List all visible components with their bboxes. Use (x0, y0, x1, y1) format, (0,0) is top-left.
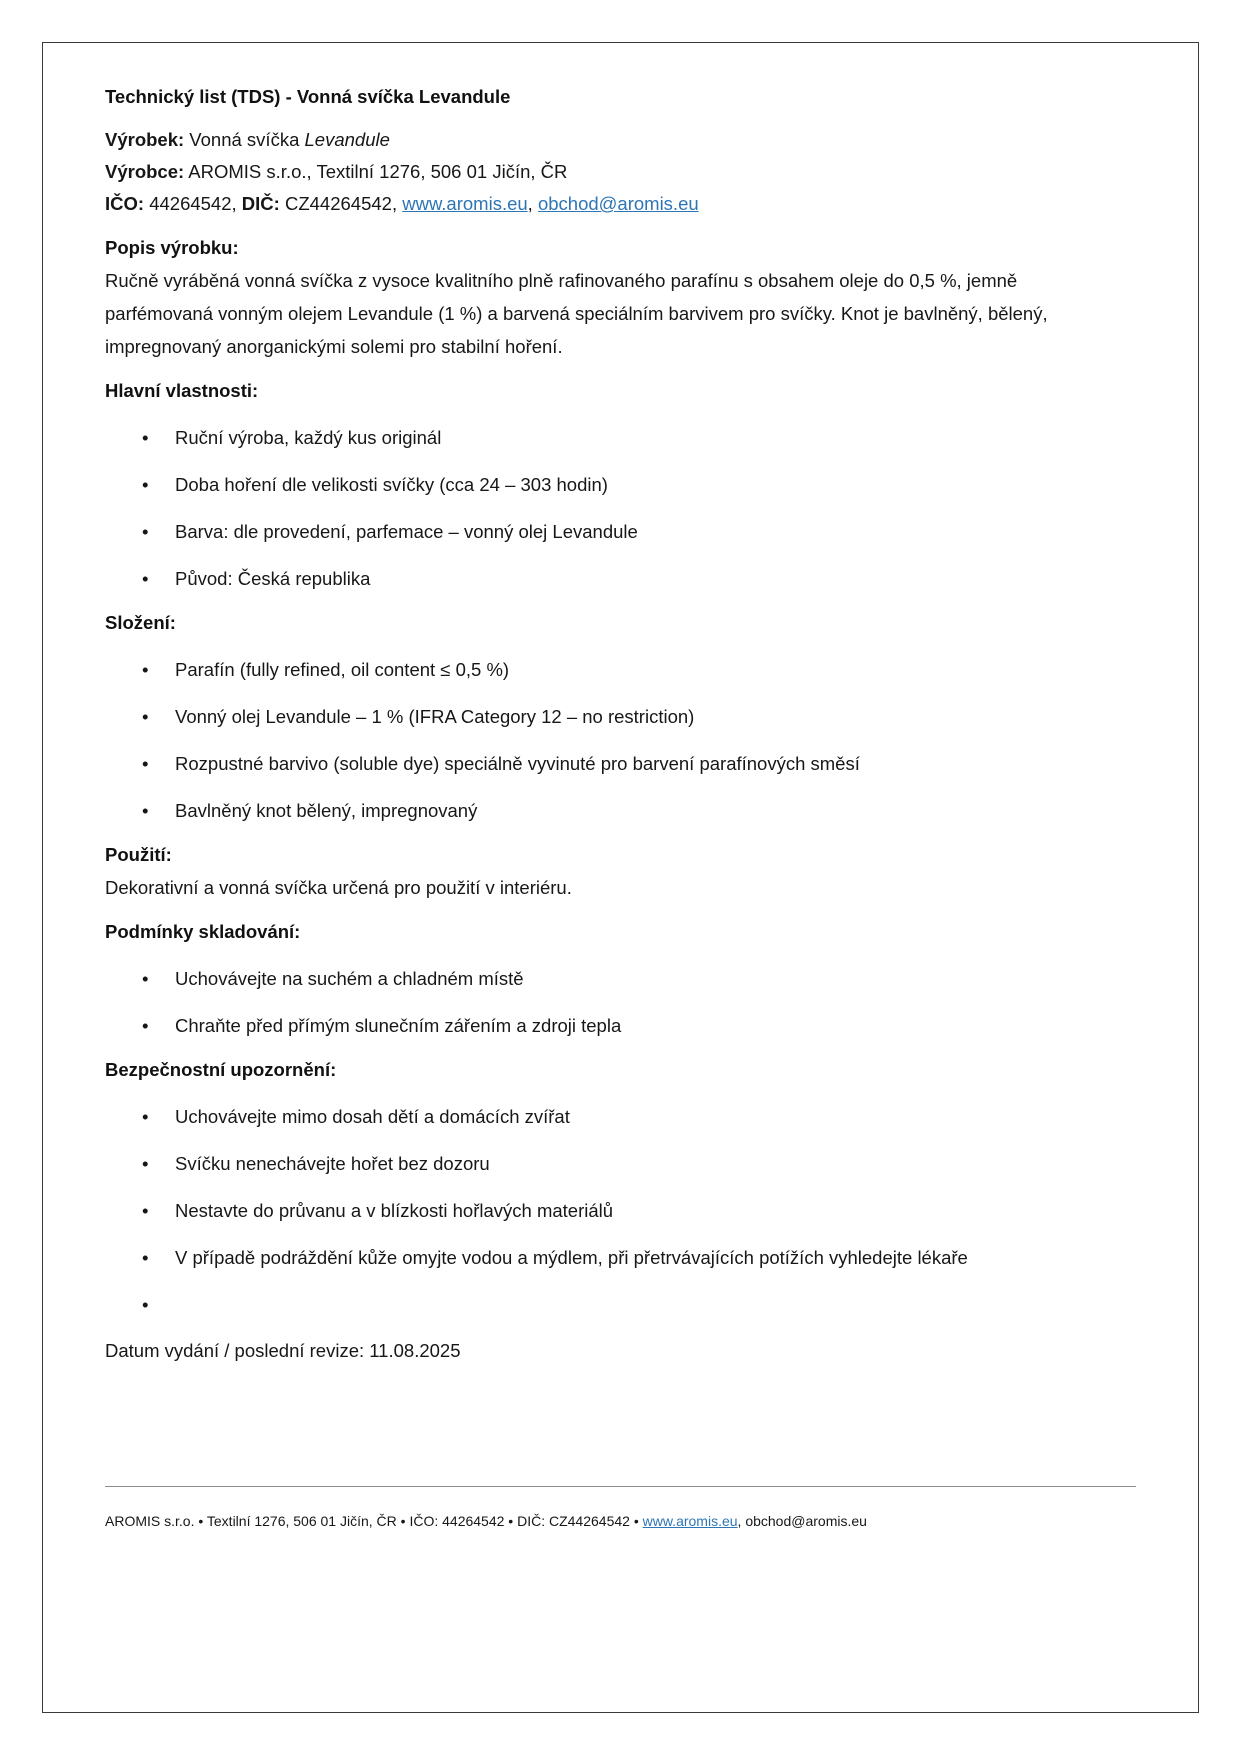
product-name: Levandule (304, 129, 390, 150)
list-item-text: Vonný olej Levandule – 1 % (IFRA Category 12 – no restriction) (175, 706, 695, 727)
list-item-text: Chraňte před přímým slunečním zářením a zdroji tepla (175, 1015, 622, 1036)
footer-divider (105, 1486, 1136, 1487)
website-link[interactable]: www.aromis.eu (402, 193, 528, 214)
list-item (175, 1009, 1030, 1042)
list-item-text: Doba hoření dle velikosti svíčky (cca 24 – 303 hodin) (175, 474, 608, 495)
list-item (175, 421, 1030, 454)
dic-label: DIČ: (241, 193, 280, 214)
footer-email-text: , obchod@aromis.eu (737, 1513, 867, 1529)
list-item (175, 1194, 1030, 1227)
section-heading-skladovani: Podmínky skladování: (105, 921, 301, 942)
slozeni-list (105, 653, 1136, 827)
list-item (175, 562, 1030, 595)
product-line (105, 124, 1136, 156)
manufacturer-value: AROMIS s.r.o., Textilní 1276, 506 01 Jičín, ČR (184, 161, 568, 182)
list-item (175, 1241, 1030, 1274)
list-item-text: Parafín (fully refined, oil content ≤ 0,5 %) (175, 659, 510, 680)
product-label: Výrobek: (105, 129, 185, 150)
section-heading-slozeni: Složení: (105, 612, 176, 633)
revision-date-line: Datum vydání / poslední revize: 11.08.2025 (105, 1340, 461, 1361)
ico-label: IČO: (105, 193, 145, 214)
ico-value: 44264542, (144, 193, 242, 214)
email-link[interactable]: obchod@aromis.eu (537, 193, 699, 214)
list-item-text: Ruční výroba, každý kus originál (175, 427, 442, 448)
list-item (175, 653, 1030, 686)
manufacturer-label: Výrobce: (105, 161, 185, 182)
list-item (175, 747, 1030, 780)
document-content (105, 0, 1136, 1367)
list-item-text: Původ: Česká republika (175, 568, 371, 589)
list-item-text: V případě podráždění kůže omyjte vodou a mýdlem, při přetrvávajících potížích vyhledejte lékaře (175, 1247, 968, 1268)
section-body-pouziti: Dekorativní a vonná svíčka určená pro použití v interiéru. (105, 877, 572, 898)
list-item-text: Bavlněný knot bělený, impregnovaný (175, 800, 478, 821)
section-heading-vlastnosti: Hlavní vlastnosti: (105, 380, 259, 401)
list-item (175, 1147, 1030, 1180)
list-item (175, 515, 1030, 548)
list-item (175, 962, 1030, 995)
product-value: Vonná svíčka (184, 129, 305, 150)
list-item-text: Uchovávejte mimo dosah dětí a domácích zvířat (175, 1106, 570, 1127)
link-separator: , (527, 193, 538, 214)
footer-text (105, 1511, 1136, 1531)
list-item (175, 468, 1030, 501)
list-item-text: Uchovávejte na suchém a chladném místě (175, 968, 524, 989)
page-footer (105, 1486, 1136, 1531)
vlastnosti-list (105, 421, 1136, 595)
list-item-text: Barva: dle provedení, parfemace – vonný olej Levandule (175, 521, 638, 542)
list-item-empty (175, 1288, 1030, 1321)
list-item-text: Rozpustné barvivo (soluble dye) speciálně vyvinuté pro barvení parafínových směsí (175, 753, 860, 774)
bezpecnost-list (105, 1100, 1136, 1321)
section-heading-bezpecnost: Bezpečnostní upozornění: (105, 1059, 337, 1080)
skladovani-list (105, 962, 1136, 1042)
list-item (175, 1100, 1030, 1133)
list-item (175, 794, 1030, 827)
footer-website-link[interactable]: www.aromis.eu (642, 1513, 738, 1529)
list-item-text: Svíčku nenechávejte hořet bez dozoru (175, 1153, 490, 1174)
manufacturer-line (105, 156, 1136, 188)
dic-value: CZ44264542, (279, 193, 403, 214)
list-item-text: Nestavte do průvanu a v blízkosti hořlavých materiálů (175, 1200, 614, 1221)
section-body-popis: Ručně vyráběná vonná svíčka z vysoce kvalitního plně rafinovaného parafínu s obsahem oleje do 0,5 %, jemně parfémovaná vonným olejem Levandule (1 %) a barvená speciálním barvivem pro svíčky. Knot je bavlněný, bělený, impregnovaný anorganickými solemi pro stabilní hoření. (105, 270, 1048, 357)
document-title: Technický list (TDS) - Vonná svíčka Levandule (105, 86, 511, 107)
section-heading-popis: Popis výrobku: (105, 237, 239, 258)
footer-company-info: AROMIS s.r.o. • Textilní 1276, 506 01 Jičín, ČR • IČO: 44264542 • DIČ: CZ44264542 • (105, 1513, 643, 1529)
list-item (175, 700, 1030, 733)
section-heading-pouziti: Použití: (105, 844, 172, 865)
registration-line (105, 188, 1136, 220)
